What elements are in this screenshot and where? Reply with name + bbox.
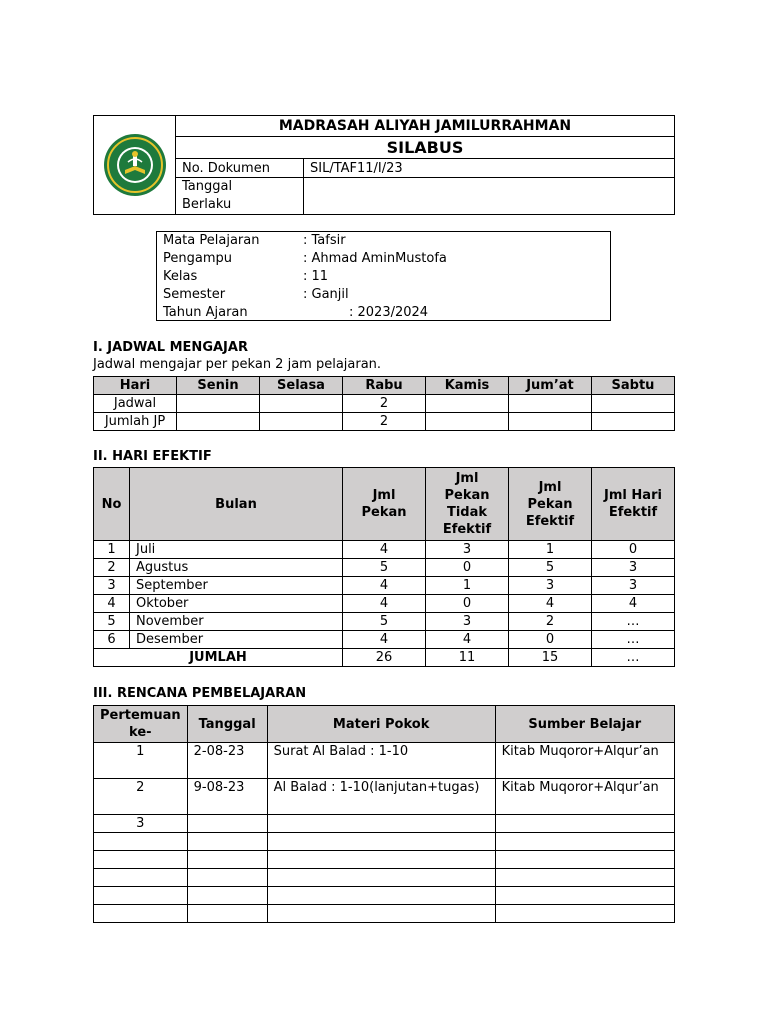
plan-cell (187, 815, 267, 833)
plan-header-cell: Sumber Belajar (495, 706, 674, 743)
effective-cell: 4 (426, 631, 509, 649)
info-label: Semester (163, 287, 226, 302)
effective-cell: 1 (94, 541, 130, 559)
table-row (94, 559, 675, 577)
plan-cell (94, 851, 188, 869)
effective-cell: 2 (94, 559, 130, 577)
plan-cell: Surat Al Balad : 1-10 (267, 743, 495, 779)
schedule-cell (509, 395, 592, 413)
effective-cell: 1 (509, 541, 592, 559)
plan-cell (187, 869, 267, 887)
plan-cell (267, 851, 495, 869)
effective-cell: 4 (343, 577, 426, 595)
effective-cell: … (592, 631, 675, 649)
info-label: Mata Pelajaran (163, 233, 260, 248)
info-label: Tahun Ajaran (163, 305, 248, 320)
effective-cell: 4 (592, 595, 675, 613)
effective-cell: 4 (343, 595, 426, 613)
effective-cell: Oktober (130, 595, 343, 613)
info-label: Kelas (163, 269, 198, 284)
effective-header-cell: Bulan (130, 468, 343, 541)
total-cell: JUMLAH (94, 649, 343, 667)
info-row (163, 304, 604, 322)
effective-cell: Juli (130, 541, 343, 559)
schedule-cell (177, 413, 260, 431)
effective-cell: 3 (94, 577, 130, 595)
schedule-table (93, 376, 675, 431)
info-value: : 11 (303, 269, 329, 284)
table-row (94, 851, 675, 869)
table-row (94, 905, 675, 923)
plan-cell: 2-08-23 (187, 743, 267, 779)
effective-cell: 5 (94, 613, 130, 631)
effective-cell: 0 (509, 631, 592, 649)
table-row (94, 595, 675, 613)
effective-cell: Desember (130, 631, 343, 649)
total-cell: 15 (509, 649, 592, 667)
plan-cell (94, 833, 188, 851)
schedule-cell (177, 395, 260, 413)
schedule-cell (426, 395, 509, 413)
school-logo-icon (102, 132, 168, 198)
table-row (94, 779, 675, 815)
schedule-header-cell: Sabtu (592, 377, 675, 395)
effective-cell: November (130, 613, 343, 631)
effective-cell: 5 (509, 559, 592, 577)
plan-cell (187, 887, 267, 905)
table-row (94, 631, 675, 649)
info-rows (163, 232, 604, 322)
info-row (163, 268, 604, 286)
effective-cell: 3 (426, 541, 509, 559)
info-row (163, 286, 604, 304)
schedule-cell (260, 395, 343, 413)
section1-note: Jadwal mengajar per pekan 2 jam pelajaran. (93, 357, 382, 372)
schedule-header-cell: Kamis (426, 377, 509, 395)
info-value: : Ahmad AminMustofa (303, 251, 447, 266)
table-row (94, 395, 675, 413)
plan-cell: 1 (94, 743, 188, 779)
info-value: : Ganjil (303, 287, 349, 302)
plan-cell: 2 (94, 779, 188, 815)
table-row (94, 613, 675, 631)
info-row (163, 232, 604, 250)
info-label: Pengampu (163, 251, 232, 266)
plan-cell (94, 869, 188, 887)
plan-cell (94, 905, 188, 923)
date-label-line1: Tanggal (182, 179, 233, 194)
effective-cell: 0 (592, 541, 675, 559)
date-label (176, 178, 304, 215)
schedule-header-cell: Rabu (343, 377, 426, 395)
schedule-cell: Jadwal (94, 395, 177, 413)
effective-cell: 4 (94, 595, 130, 613)
learning-plan-table (93, 705, 675, 923)
plan-cell (495, 905, 674, 923)
plan-header-cell: Tanggal (187, 706, 267, 743)
effective-cell: … (592, 613, 675, 631)
effective-cell: 0 (426, 595, 509, 613)
schedule-cell: 2 (343, 413, 426, 431)
effective-cell: 6 (94, 631, 130, 649)
plan-cell (187, 851, 267, 869)
effective-cell: 2 (509, 613, 592, 631)
effective-header-cell: Jml Hari Efektif (592, 468, 675, 541)
schedule-header-cell: Hari (94, 377, 177, 395)
effective-header-cell: Jml Pekan Efektif (509, 468, 592, 541)
effective-cell: 3 (592, 577, 675, 595)
plan-cell (267, 833, 495, 851)
plan-cell: 9-08-23 (187, 779, 267, 815)
total-cell: 11 (426, 649, 509, 667)
plan-cell (495, 887, 674, 905)
table-row (94, 577, 675, 595)
info-row (163, 250, 604, 268)
schedule-header-cell: Selasa (260, 377, 343, 395)
effective-cell: 3 (509, 577, 592, 595)
table-row (94, 743, 675, 779)
schedule-cell (592, 413, 675, 431)
effective-cell: 5 (343, 559, 426, 577)
effective-cell: Agustus (130, 559, 343, 577)
section2-title: II. HARI EFEKTIF (93, 449, 212, 464)
effective-days-table (93, 467, 675, 667)
plan-cell (267, 905, 495, 923)
schedule-cell (260, 413, 343, 431)
plan-header-cell: Materi Pokok (267, 706, 495, 743)
schedule-header-cell: Senin (177, 377, 260, 395)
school-name: MADRASAH ALIYAH JAMILURRAHMAN (176, 116, 675, 137)
table-row (94, 541, 675, 559)
date-value (304, 178, 675, 215)
table-row (94, 413, 675, 431)
plan-cell (495, 869, 674, 887)
section3-title: III. RENCANA PEMBELAJARAN (93, 686, 307, 701)
plan-cell: Al Balad : 1-10(lanjutan+tugas) (267, 779, 495, 815)
doc-no-label: No. Dokumen (176, 159, 304, 178)
table-row (94, 815, 675, 833)
plan-cell: Kitab Muqoror+Alqur’an (495, 743, 674, 779)
plan-cell (187, 833, 267, 851)
table-row (94, 833, 675, 851)
section1-title: I. JADWAL MENGAJAR (93, 340, 248, 355)
plan-cell (267, 815, 495, 833)
effective-cell: 3 (426, 613, 509, 631)
info-value: : Tafsir (303, 233, 346, 248)
effective-header-cell: Jml Pekan Tidak Efektif (426, 468, 509, 541)
table-row (94, 887, 675, 905)
document-header (93, 115, 675, 215)
plan-cell (267, 869, 495, 887)
date-label-line2: Berlaku (182, 197, 232, 212)
schedule-header-cell: Jum’at (509, 377, 592, 395)
plan-cell (495, 833, 674, 851)
schedule-cell: 2 (343, 395, 426, 413)
total-row (94, 649, 675, 667)
effective-cell: 4 (509, 595, 592, 613)
plan-cell (267, 887, 495, 905)
total-cell: … (592, 649, 675, 667)
table-row (94, 869, 675, 887)
schedule-cell: Jumlah JP (94, 413, 177, 431)
subject-info-box (156, 231, 611, 321)
plan-header-cell: Pertemuan ke- (94, 706, 188, 743)
doc-no-value: SIL/TAF11/I/23 (304, 159, 675, 178)
effective-cell: 4 (343, 541, 426, 559)
effective-header-cell: No (94, 468, 130, 541)
plan-cell (187, 905, 267, 923)
plan-cell (495, 851, 674, 869)
total-cell: 26 (343, 649, 426, 667)
plan-cell: 3 (94, 815, 188, 833)
schedule-cell (592, 395, 675, 413)
plan-cell (94, 887, 188, 905)
plan-cell: Kitab Muqoror+Alqur’an (495, 779, 674, 815)
effective-cell: 3 (592, 559, 675, 577)
effective-cell: 0 (426, 559, 509, 577)
schedule-cell (426, 413, 509, 431)
effective-cell: 5 (343, 613, 426, 631)
effective-cell: 1 (426, 577, 509, 595)
effective-header-cell: Jml Pekan (343, 468, 426, 541)
doc-title: SILABUS (176, 137, 675, 159)
info-value: : 2023/2024 (349, 305, 429, 320)
plan-cell (495, 815, 674, 833)
schedule-cell (509, 413, 592, 431)
logo-cell (94, 116, 176, 215)
effective-cell: September (130, 577, 343, 595)
effective-cell: 4 (343, 631, 426, 649)
